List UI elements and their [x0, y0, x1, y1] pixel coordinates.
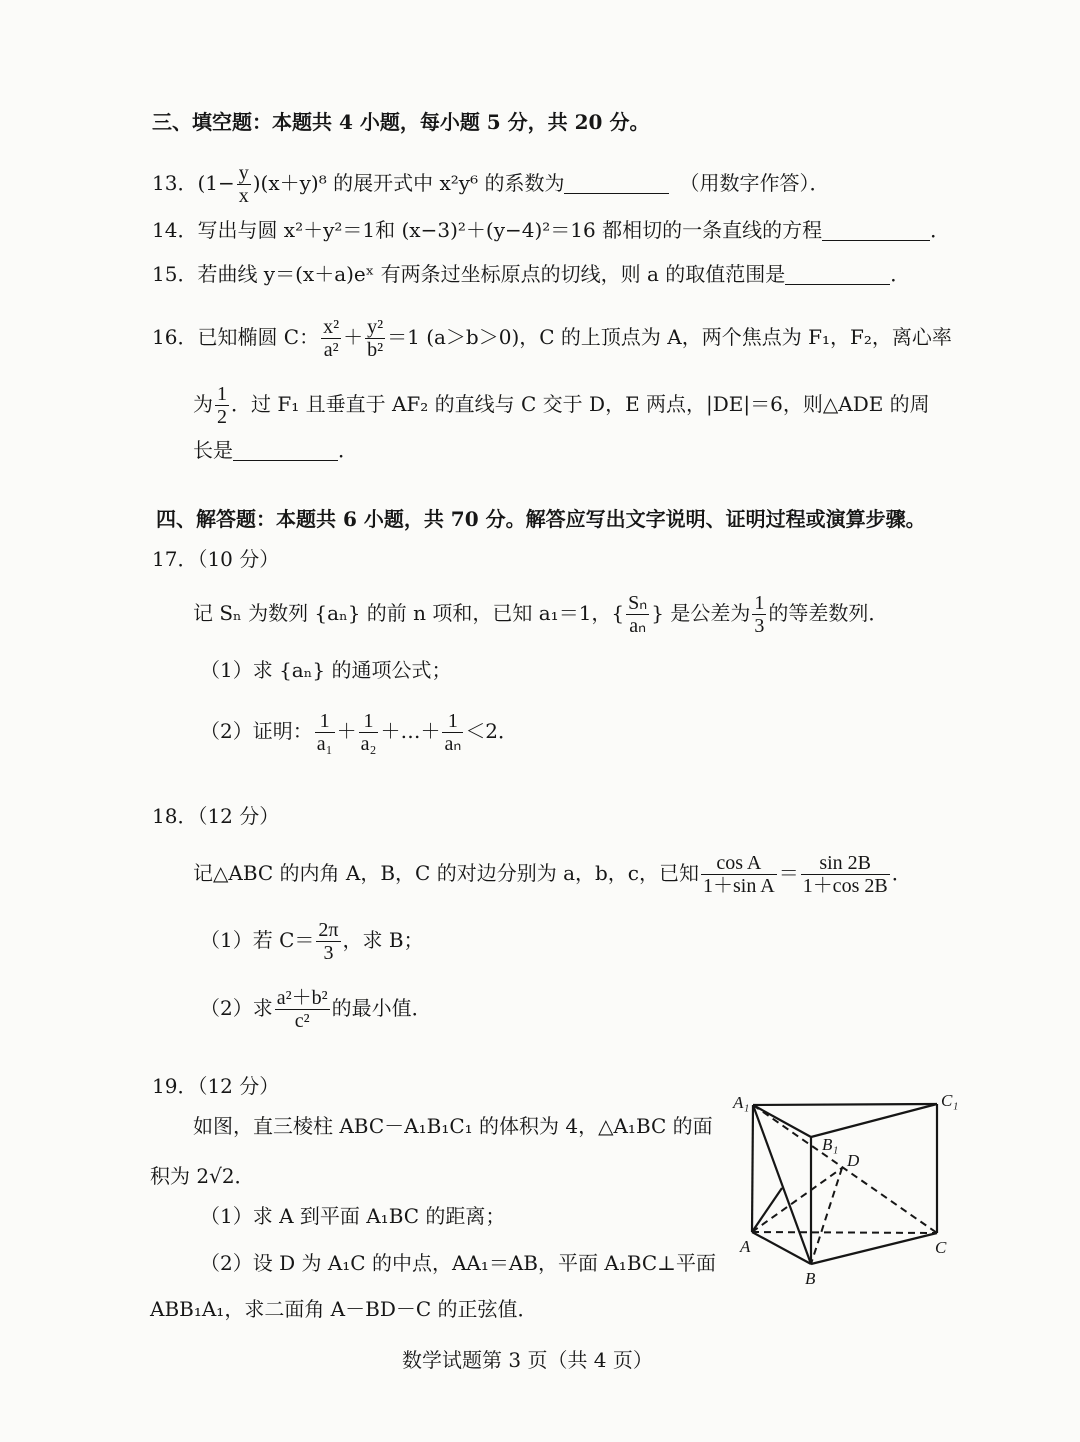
- fraction-num: y: [238, 162, 249, 184]
- fraction-den: 2: [217, 406, 227, 428]
- fraction-den: aₙ: [444, 733, 462, 755]
- fraction-num: sin 2B: [801, 852, 890, 875]
- q17-text: } 是公差为: [651, 601, 751, 625]
- fraction-num: 2π: [318, 919, 339, 941]
- q17-text: ＜2．: [465, 719, 519, 743]
- q15-end: ．: [890, 262, 911, 286]
- q18-text: （1）若 C＝: [200, 928, 315, 952]
- label-a: A: [740, 1237, 751, 1256]
- q19-stem-2: 积为 2√2．: [150, 1164, 255, 1188]
- q17-text: 记 Sₙ 为数列 {aₙ} 的前 n 项和，已知 a₁＝1，{: [193, 601, 625, 625]
- q17-text: （2）证明：: [200, 719, 313, 743]
- q18-text: 记△ABC 的内角 A，B，C 的对边分别为 a，b，c，已知: [193, 861, 699, 885]
- segment-bd: [811, 1168, 842, 1264]
- fraction-num: cos A: [701, 852, 777, 875]
- q18-text: ，求 B；: [342, 928, 424, 952]
- q17-text: 的等差数列．: [768, 601, 889, 625]
- label-a1: A₁: [733, 1093, 750, 1112]
- fraction-den: 3: [754, 615, 765, 637]
- edge-aa1: [752, 1105, 753, 1232]
- plus: ＋: [343, 325, 364, 349]
- fraction-num: y²: [367, 316, 384, 338]
- fraction-den: a₁: [316, 733, 333, 755]
- edge-b1c1: [811, 1104, 937, 1137]
- label-d: D: [847, 1151, 860, 1170]
- label-b: B: [805, 1269, 816, 1288]
- q16-text: 已知椭圆 C：: [197, 325, 320, 349]
- fraction-den: a²: [323, 339, 339, 361]
- q16-text: 为: [193, 392, 213, 416]
- segment-a1b: [753, 1105, 811, 1264]
- q15-number: 15．: [152, 262, 198, 286]
- fraction-num: a²＋b²: [276, 987, 328, 1009]
- fraction-den: 1＋sin A: [703, 875, 775, 897]
- label-c1: C₁: [941, 1091, 959, 1110]
- q13-number: 13．: [152, 171, 198, 195]
- q16-end: ．: [338, 438, 358, 462]
- fraction-num: 1: [359, 710, 379, 733]
- fraction-num: x²: [323, 316, 340, 338]
- q14-number: 14．: [152, 218, 198, 242]
- q13-text: )(x＋y)⁸ 的展开式中 x²y⁶ 的系数为: [252, 171, 565, 195]
- q18-text: （2）求: [200, 996, 273, 1020]
- fraction-den: 1＋cos 2B: [802, 875, 888, 897]
- q17-part-2: （2）证明： $\frac{1}{\text{a₁}}$ ＋ $\frac{1}{\text{a₂}}$ ＋…＋ $\frac{1}{\text{aₙ}}$ ＜2．: [200, 710, 519, 755]
- q16-text: ＝1 (a＞b＞0)，C 的上顶点为 A，两个焦点为 F₁，F₂，离心率: [387, 325, 952, 349]
- fraction-num: 1: [217, 383, 227, 405]
- fraction-den: a₂: [360, 733, 377, 755]
- label-c: C: [935, 1238, 947, 1257]
- q14-text: 写出与圆 x²＋y²＝1和 (x−3)²＋(y−4)²＝16 都相切的一条直线的方程: [197, 218, 823, 242]
- page-footer: 数学试题第 3 页（共 4 页）: [402, 1348, 653, 1372]
- edge-a1c1: [753, 1104, 937, 1105]
- fraction-den: 3: [323, 942, 334, 964]
- fraction-num: 1: [754, 592, 765, 614]
- q14-end: ．: [930, 218, 951, 242]
- fraction-num: 1: [315, 710, 335, 733]
- segment-a1c: [753, 1105, 937, 1233]
- section-3-heading: 三、填空题：本题共 4 小题，每小题 5 分，共 20 分。: [152, 110, 650, 134]
- q19-part-1: （1）求 A 到平面 A₁BC 的距离；: [200, 1204, 506, 1228]
- edge-ac: [752, 1232, 937, 1233]
- section-4-heading: 四、解答题：本题共 6 小题，共 70 分。解答应写出文字说明、证明过程或演算步骤。: [156, 507, 926, 531]
- edge-bc: [811, 1233, 937, 1264]
- fraction-den: aₙ: [629, 615, 647, 637]
- q19-part-2: （2）设 D 为 A₁C 的中点，AA₁＝AB，平面 A₁BC⊥平面: [200, 1251, 716, 1275]
- q18-number: 18．（12 分）: [152, 804, 280, 828]
- q15-text: 若曲线 y＝(x＋a)eˣ 有两条过坐标原点的切线，则 a 的取值范围是: [197, 262, 786, 286]
- fraction-den: x: [238, 185, 249, 207]
- fraction-den: c²: [294, 1010, 310, 1032]
- q18-text: 的最小值．: [331, 996, 432, 1020]
- q16-text: 长是: [193, 438, 233, 462]
- equals: ＝: [778, 861, 799, 885]
- q13-text: (1−: [197, 171, 235, 195]
- q13-text: （用数字作答）．: [679, 171, 830, 195]
- fraction-num: Sₙ: [628, 592, 648, 614]
- q19-number: 19．（12 分）: [152, 1074, 280, 1098]
- label-b1: B₁: [822, 1135, 839, 1154]
- q17-text: ＋…＋: [380, 719, 441, 743]
- q17-number: 17．（10 分）: [152, 547, 280, 571]
- edge-a1b1: [753, 1105, 811, 1137]
- q16-number: 16．: [152, 325, 198, 349]
- segment-ae: [752, 1188, 782, 1232]
- fraction-den: b²: [367, 339, 384, 361]
- q16-text: ．过 F₁ 且垂直于 AF₂ 的直线与 C 交于 D，E 两点，|DE|＝6，则△ADE 的周: [231, 392, 930, 416]
- fraction-num: 1: [442, 710, 463, 733]
- segment-ad: [752, 1168, 842, 1232]
- q19-stem-1: 如图，直三棱柱 ABC－A₁B₁C₁ 的体积为 4，△A₁BC 的面: [193, 1114, 713, 1138]
- q19-part-2-cont: ABB₁A₁，求二面角 A－BD－C 的正弦值．: [150, 1297, 538, 1321]
- q18-text: ．: [891, 861, 912, 885]
- q17-part-1: （1）求 {aₙ} 的通项公式；: [200, 658, 452, 682]
